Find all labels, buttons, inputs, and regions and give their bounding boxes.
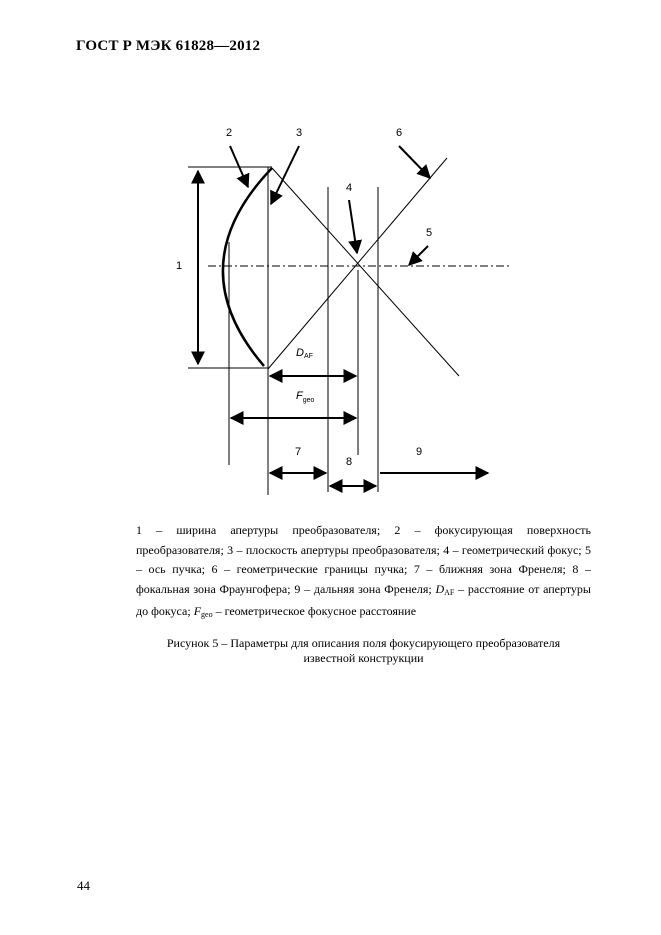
focusing-surface [223,168,272,366]
label-8: 8 [346,456,353,468]
label-2: 2 [226,127,233,139]
pointer-arrow-6 [399,146,430,178]
figure-title-line-1: Рисунок 5 – Параметры для описания поля фокусирующего преобразователя [166,636,561,650]
label-4: 4 [346,182,353,194]
label-3: 3 [296,127,303,139]
page-number: 44 [77,878,90,893]
daf-symbol: D [435,581,445,596]
fgeo-symbol: F [193,604,202,618]
daf-subscript: AF [444,587,455,597]
pointer-arrow-4 [349,200,357,253]
daf-label: DAF [296,347,313,360]
label-5: 5 [426,227,433,239]
fgeo-label: $F_{geo}$ [296,390,315,404]
legend-text-3: – геометрическое фокусное расстояние [212,604,417,618]
figure-title-line-2: известной конструкции [303,651,424,665]
label-9: 9 [416,446,423,458]
beam-boundary-lower [272,168,459,376]
pointer-arrow-5 [409,246,428,265]
label-6: 6 [396,127,403,139]
legend-text-1: 1 – ширина апертуры преобразователя; 2 – фокусирующая поверхность преобразователя; 3 – плоскость апертуры преобразователя; 4 – геометрический фокус; 5 – ось пучка; 6 – геометрические границы пучка; 7 – ближняя зона Френеля; 8 – фокальная зона Фраунгофера; 9 – дальняя зона Френеля; [136,523,591,596]
pointer-arrow-3 [271,146,299,204]
document-header: ГОСТ Р МЭК 61828—2012 [76,38,261,54]
legend-text-2: – расстояние от апертуры до фокуса; [136,581,591,618]
figure-title [136,636,591,666]
figure-legend [136,521,591,625]
label-7: 7 [295,446,302,458]
label-1: 1 [176,260,183,272]
fgeo-subscript: geo [201,610,213,619]
